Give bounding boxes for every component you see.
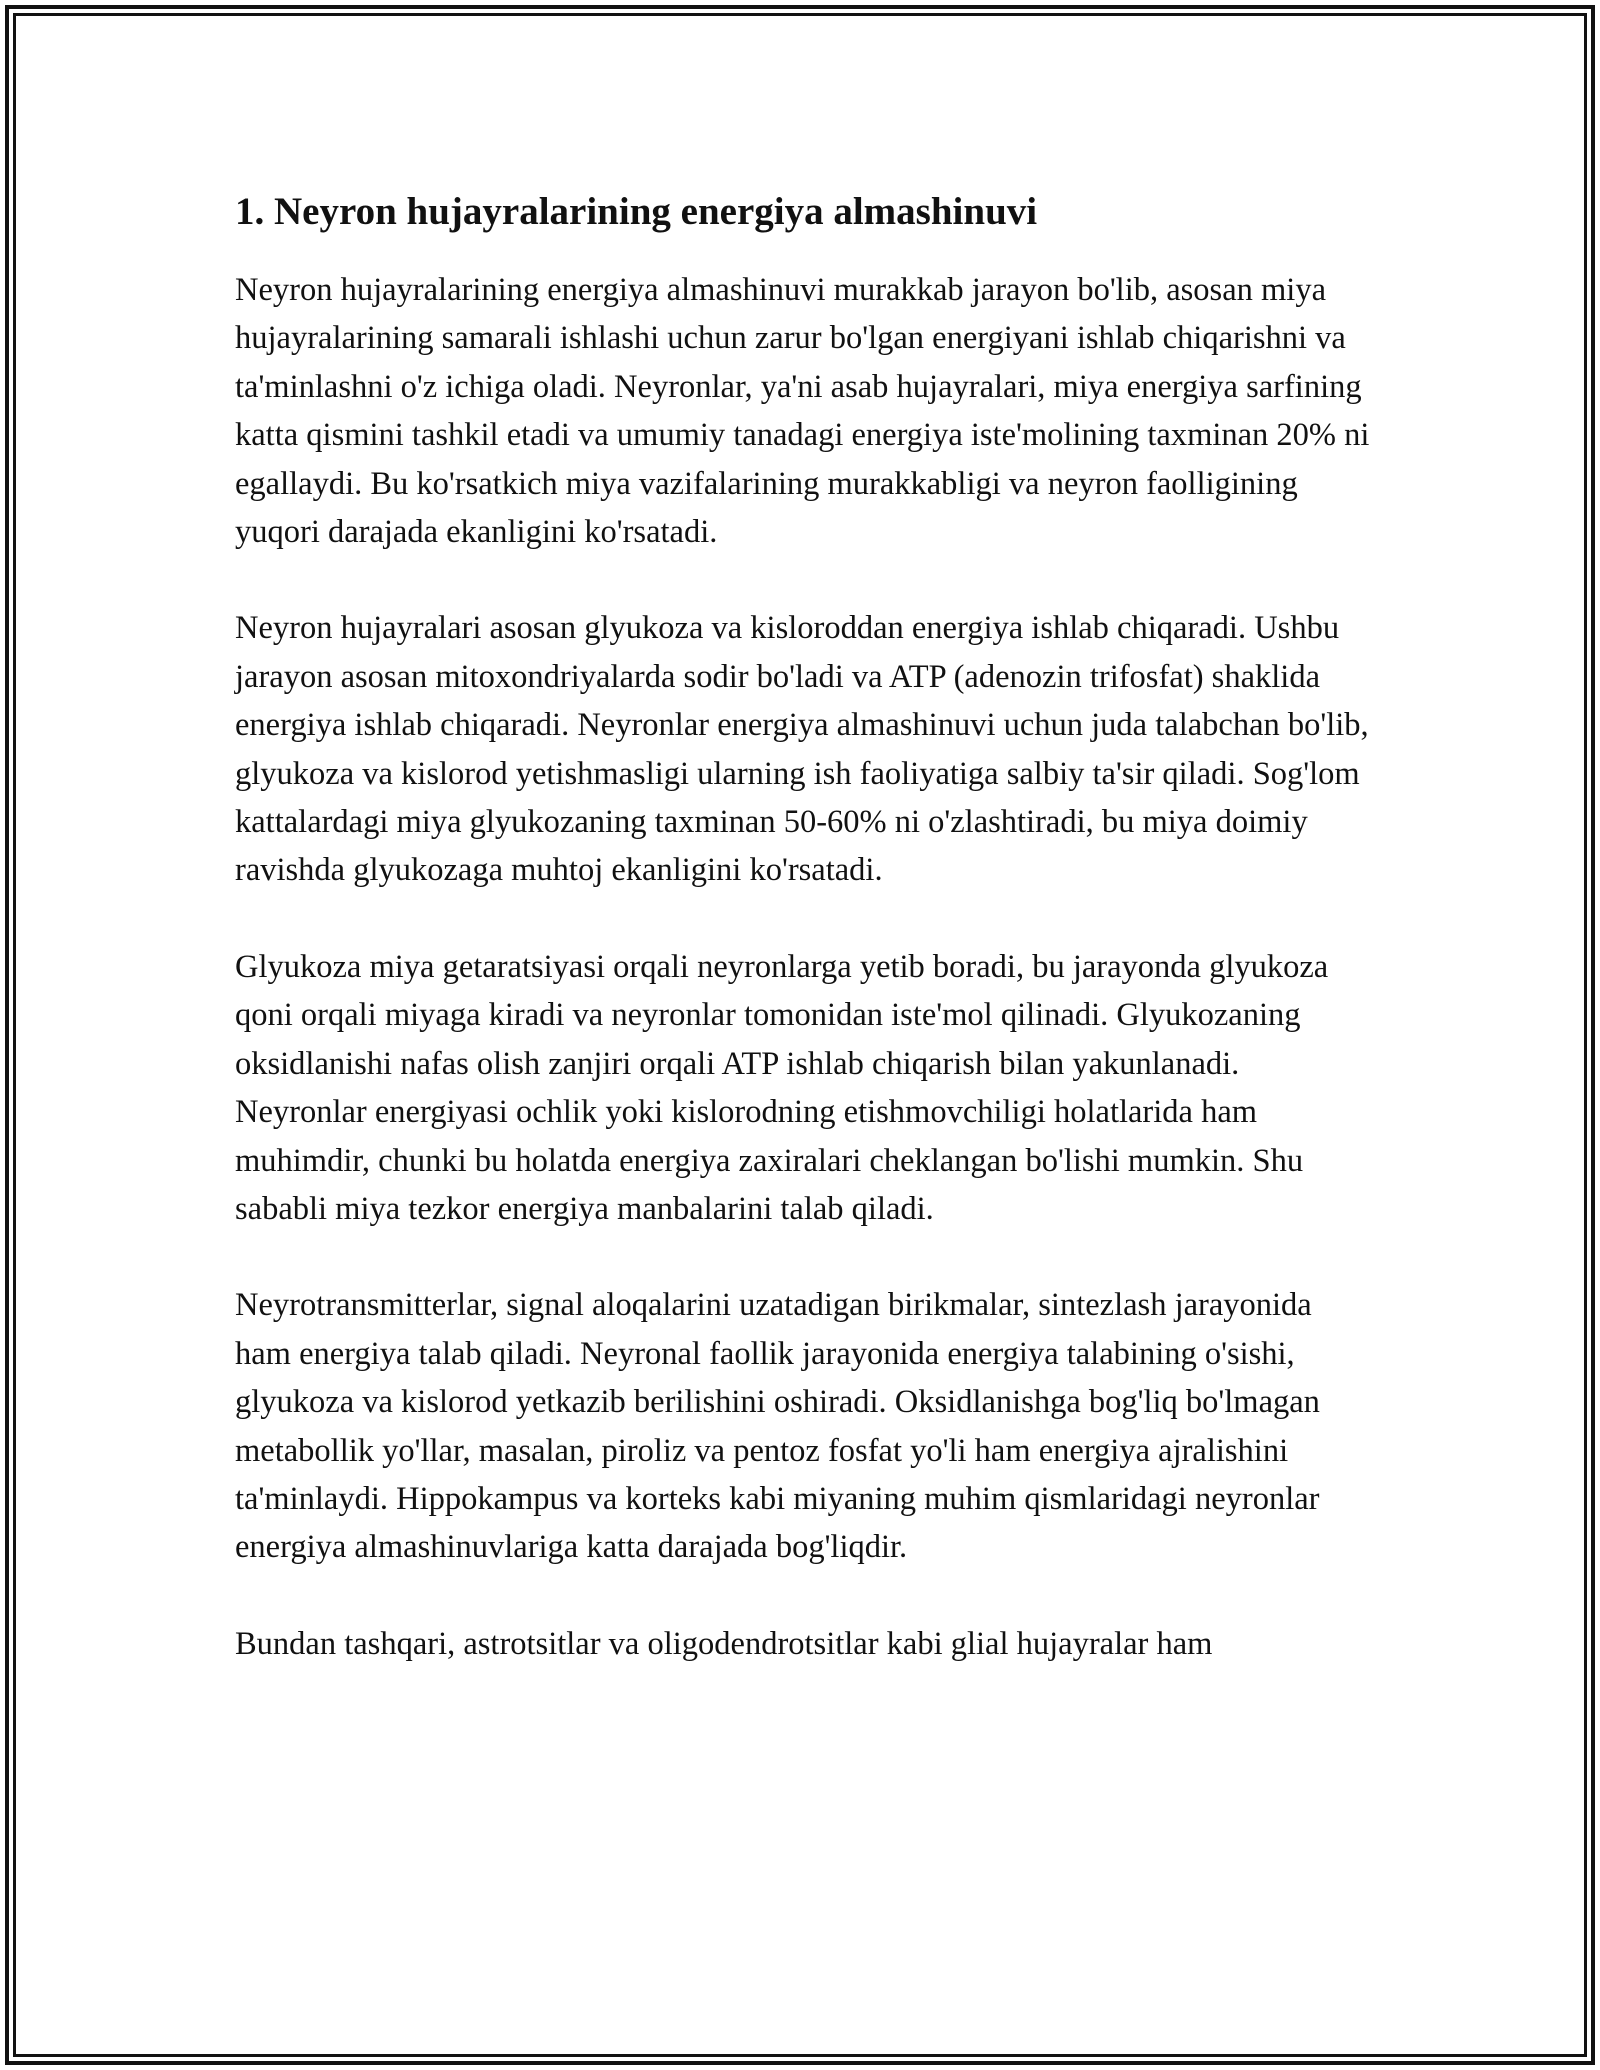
document-body bbox=[235, 188, 1375, 1716]
paragraph-4: Neyrotransmitterlar, signal aloqalarini uzatadigan birikmalar, sintezlash jarayonida ham energiya talab qiladi. Neyronal faollik jarayonida energiya talabining o'sishi, glyukoza va kislorod yetkazib berilishini oshiradi. Oksidlanishga bog'liq bo'lmagan metabollik yo'llar, masalan, piroliz va pentoz fosfat yo'li ham energiya ajralishini ta'minlaydi. Hippokampus va korteks kabi miyaning muhim qismlaridagi neyronlar energiya almashinuvlariga katta darajada bog'liqdir. bbox=[235, 1287, 1320, 1566]
paragraph-5: Bundan tashqari, astrotsitlar va oligodendrotsitlar kabi glial hujayralar ham bbox=[235, 1625, 1213, 1662]
paragraph-1: Neyron hujayralarining energiya almashinuvi murakkab jarayon bo'lib, asosan miya hujayralarining samarali ishlashi uchun zarur bo'lgan energiyani ishlab chiqarishni va ta'minlashni o'z ichiga oladi. Neyronlar, ya'ni asab hujayralari, miya energiya sarfining katta qismini tashkil etadi va umumiy tanadagi energiya iste'molining taxminan 20% ni egallaydi. Bu ko'rsatkich miya vazifalarining murakkabligi va neyron faolligining yuqori darajada ekanligini ko'rsatadi. bbox=[235, 272, 1370, 551]
paragraph-3: Glyukoza miya getaratsiyasi orqali neyronlarga yetib boradi, bu jarayonda glyukoza qoni orqali miyaga kiradi va neyronlar tomonidan iste'mol qilinadi. Glyukozaning oksidlanishi nafas olish zanjiri orqali ATP ishlab chiqarish bilan yakunlanadi. Neyronlar energiyasi ochlik yoki kislorodning etishmovchiligi holatlarida ham muhimdir, chunki bu holatda energiya zaxiralari cheklangan bo'lishi mumkin. Shu sababli miya tezkor energiya manbalarini talab qiladi. bbox=[235, 948, 1329, 1227]
section-heading: 1. Neyron hujayralarining energiya almashinuvi bbox=[235, 190, 1038, 233]
paragraph-2: Neyron hujayralari asosan glyukoza va kisloroddan energiya ishlab chiqaradi. Ushbu jarayon asosan mitoxondriyalarda sodir bo'ladi va ATP (adenozin trifosfat) shaklida energiya ishlab chiqaradi. Neyronlar energiya almashinuvi uchun juda talabchan bo'lib, glyukoza va kislorod yetishmasligi ularning ish faoliyatiga salbiy ta'sir qiladi. Sog'lom kattalardagi miya glyukozaning taxminan 50-60% ni o'zlashtiradi, bu miya doimiy ravishda glyukozaga muhtoj ekanligini ko'rsatadi. bbox=[235, 610, 1369, 889]
